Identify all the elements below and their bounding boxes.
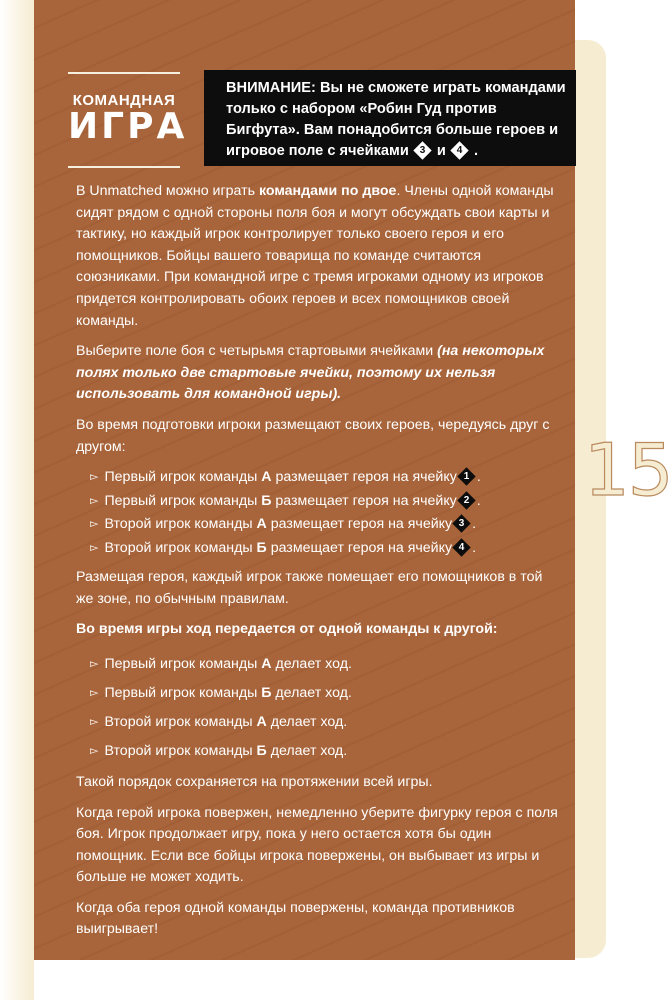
list-item: ▻ Первый игрок команды А делает ход. bbox=[90, 650, 558, 679]
bullet-triangle-icon: ▻ bbox=[90, 518, 99, 531]
teams-of-two: командами по двое bbox=[258, 183, 397, 199]
list-item: ▻ Первый игрок команды Б размещает героя на ячейку 2 . bbox=[90, 491, 558, 513]
list-item: ▻ Второй игрок команды Б делает ход. bbox=[90, 737, 558, 766]
order-paragraph: Такой порядок сохраняется на протяжении всей игры. bbox=[76, 773, 433, 790]
list-item: ▻ Второй игрок команды Б размещает героя на ячейку 4 . bbox=[90, 538, 558, 560]
list-item: ▻ Второй игрок команды А делает ход. bbox=[90, 708, 558, 737]
cell-3-icon: 3 bbox=[413, 141, 431, 159]
cell-1-icon: 1 bbox=[457, 467, 475, 485]
rules-text bbox=[76, 181, 558, 950]
bullet-triangle-icon: ▻ bbox=[90, 471, 99, 484]
battlefield-paragraph: Выберите поле боя с четырьмя стартовыми ячейками (на некоторых полях только две стартовые ячейки, поэтому их нельзя использовать для командной игры). bbox=[76, 343, 545, 403]
list-item: ▻ Второй игрок команды А размещает героя на ячейку 3 . bbox=[90, 514, 558, 536]
bullet-triangle-icon: ▻ bbox=[90, 715, 99, 728]
battlefield-note: (на некоторых полях только две стартовые ячейки, поэтому их нельзя использовать для командной игры). bbox=[76, 343, 545, 403]
turn-heading: Во время игры ход передается от одной команды к другой: bbox=[76, 621, 498, 638]
list-item: ▻ Первый игрок команды Б делает ход. bbox=[90, 679, 558, 708]
bullet-triangle-icon: ▻ bbox=[90, 541, 99, 554]
defeated-paragraph: Когда герой игрока повержен, немедленно уберите фигурку героя с поля боя. Игрок продолжает игру, пока у него остается хотя бы один помощник. Если все бойцы игрока повержены, он выбывает из игры и больше не может ходить. bbox=[76, 804, 558, 886]
list-item: ▻ Первый игрок команды А размещает героя на ячейку 1 . bbox=[90, 467, 558, 489]
warning-and: и bbox=[436, 143, 446, 159]
setup-paragraph: Во время подготовки игроки размещают своих героев, чередуясь друг с другом: bbox=[76, 416, 550, 455]
cell-3-icon: 3 bbox=[452, 514, 470, 532]
cell-2-icon: 2 bbox=[457, 491, 475, 509]
bullet-triangle-icon: ▻ bbox=[90, 686, 99, 699]
section-title-big: ИГРА bbox=[68, 106, 188, 147]
warning-box bbox=[204, 70, 576, 166]
warning-end: . bbox=[474, 143, 479, 159]
helpers-paragraph: Размещая героя, каждый игрок также помещает его помощников в той же зоне, по обычным правилам. bbox=[76, 569, 543, 607]
cell-4-icon: 4 bbox=[450, 141, 468, 159]
intro-paragraph: В Unmatched можно играть командами по двое. Члены одной команды сидят рядом с одной стороны поля боя и могут обсуждать свои карты и тактику, но каждый игрок контролирует только своего героя и его помощников. Бойцы вашего товарища по команде считаются союзниками. При командной игре с тремя игроками одному из игроков придется контролировать обоих героев и всех помощников своей команды. bbox=[76, 183, 554, 329]
win-paragraph: Когда оба героя одной команды повержены, команда противников выигрывает! bbox=[76, 899, 515, 938]
section-title-small: КОМАНДНАЯ bbox=[72, 92, 176, 109]
section-title bbox=[68, 72, 188, 168]
turn-order-list bbox=[76, 650, 558, 766]
bullet-triangle-icon: ▻ bbox=[90, 744, 99, 757]
page-number: 15 bbox=[584, 428, 672, 512]
placement-list bbox=[76, 467, 558, 559]
page-edge bbox=[0, 0, 34, 1000]
cell-4-icon: 4 bbox=[452, 538, 470, 556]
warning-label: ВНИМАНИЕ: bbox=[226, 80, 316, 96]
bullet-triangle-icon: ▻ bbox=[90, 494, 99, 507]
warning-text: Вы не сможете играть командами только с набором «Робин Гуд против Бигфута». Вам понадобится больше героев и игровое поле с ячейками bbox=[226, 80, 566, 159]
bullet-triangle-icon: ▻ bbox=[90, 657, 99, 670]
